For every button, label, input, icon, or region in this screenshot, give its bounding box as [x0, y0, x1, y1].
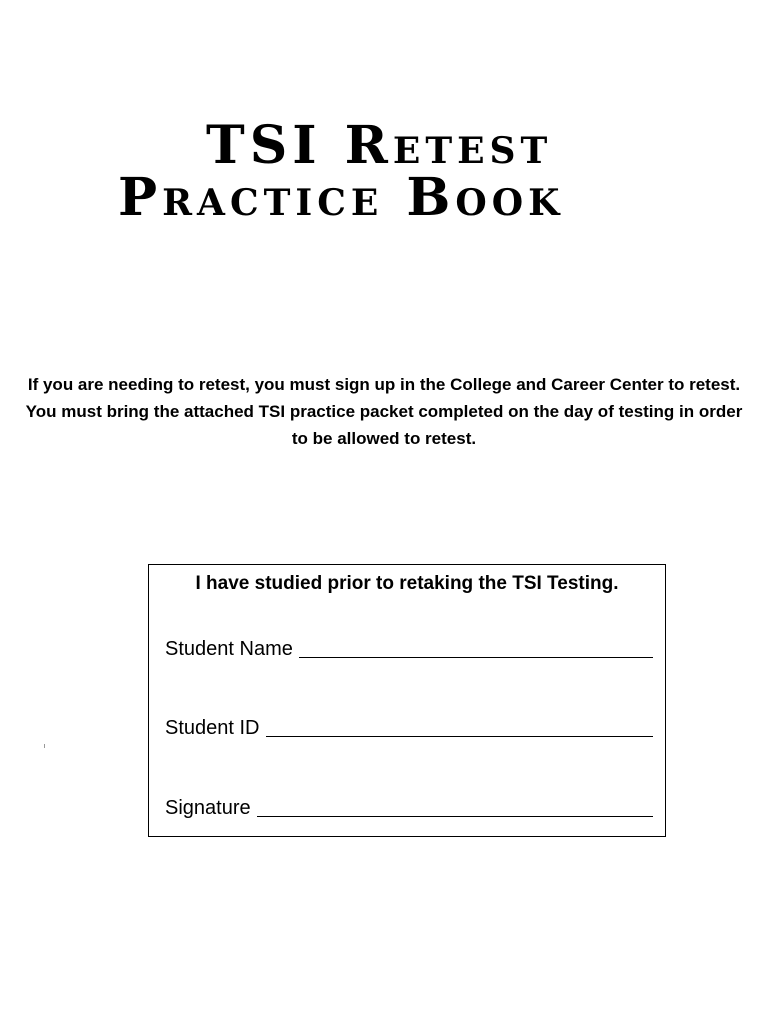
form-header: I have studied prior to retaking the TSI Testing. [195, 573, 619, 594]
student-name-field[interactable] [165, 637, 653, 661]
stray-mark [44, 744, 45, 748]
student-name-label: Student Name [165, 638, 293, 660]
signature-line[interactable] [257, 796, 653, 817]
student-name-line[interactable] [299, 637, 653, 658]
document-title-line-2: Practice Book [118, 167, 565, 228]
signature-label: Signature [165, 797, 251, 819]
document-title-line-1: TSI Retest [206, 115, 553, 176]
instructions-paragraph: If you are needing to retest, you must sign up in the College and Career Center to retest. You must bring the attached TSI practice packet completed on the day of testing in order to be allowed to retest. [25, 375, 743, 448]
student-id-label: Student ID [165, 717, 260, 739]
student-id-line[interactable] [266, 716, 653, 737]
student-id-field[interactable] [165, 716, 653, 740]
signature-form-box [148, 564, 666, 837]
signature-field[interactable] [165, 796, 653, 820]
